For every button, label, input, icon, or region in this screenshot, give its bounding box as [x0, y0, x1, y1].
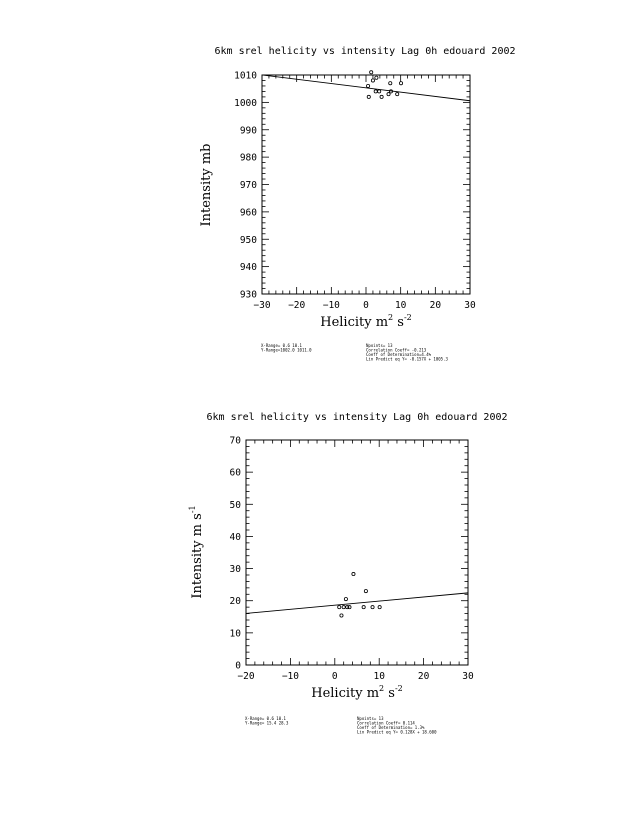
regression-line	[246, 593, 468, 614]
stats-summary-line: Lin Predict eq Y= 0.128X + 18.600	[357, 729, 437, 735]
y-tick-label: 990	[239, 125, 257, 137]
data-point	[370, 71, 373, 74]
stats-summary-line: Npoints= 13	[357, 716, 384, 721]
y-tick-label: 970	[239, 180, 257, 191]
x-tick-label: 0	[331, 671, 338, 682]
data-point	[340, 614, 343, 617]
x-tick-label: 30	[462, 671, 474, 682]
x-tick-label: −10	[322, 300, 340, 311]
y-tick-label: 40	[229, 531, 241, 543]
plot-frame	[246, 440, 468, 665]
data-point	[338, 606, 341, 609]
x-axis-label: Helicity $m^2$ $s^{-2}$	[320, 313, 412, 330]
stats-summary-line: Npoints= 13	[366, 343, 393, 348]
stats-range-line: Y-Range= 15.4 28.3	[245, 720, 289, 726]
x-tick-label: 10	[373, 671, 385, 682]
data-point	[367, 95, 370, 98]
y-tick-label: 0	[235, 660, 241, 672]
y-tick-label: 50	[229, 499, 241, 511]
data-point	[389, 82, 392, 85]
data-point	[366, 84, 369, 87]
data-point	[387, 93, 390, 96]
data-point	[378, 606, 381, 609]
x-tick-label: 10	[394, 300, 407, 311]
y-tick-label: 30	[229, 564, 241, 576]
y-tick-label: 960	[239, 207, 257, 219]
y-tick-label: 950	[239, 234, 257, 246]
x-tick-label: −10	[281, 671, 299, 682]
y-tick-label: 10	[229, 628, 241, 640]
y-axis-label: Intensity mb	[199, 143, 214, 227]
chart-2	[188, 412, 508, 735]
data-point	[375, 76, 378, 79]
y-tick-label: 940	[239, 262, 257, 274]
plot-frame	[262, 75, 470, 294]
x-tick-label: −20	[288, 300, 306, 311]
data-point	[348, 606, 351, 609]
y-tick-label: 980	[239, 152, 257, 164]
stats-summary-line: Coeff of Determination=4.4%	[366, 352, 432, 357]
data-point	[364, 589, 367, 592]
data-point	[396, 93, 399, 96]
stats-range-line: X-Range= 0.6 10.1	[245, 716, 286, 721]
x-axis-label: Helicity $m^2$ $s^{-2}$	[311, 684, 403, 701]
data-point	[371, 79, 374, 82]
data-point	[352, 572, 355, 575]
chart-1	[199, 46, 516, 362]
x-tick-label: −20	[237, 671, 255, 682]
chart-title: 6km srel helicity vs intensity Lag 0h edouard 2002	[206, 412, 508, 423]
data-point	[380, 95, 383, 98]
y-axis-label: Intensity m $s^{-1}$	[188, 505, 205, 599]
y-tick-label: 1010	[234, 70, 257, 82]
y-tick-label: 60	[229, 467, 241, 479]
stats-range-line: X-Range= 0.6 10.1	[261, 343, 302, 348]
stats-summary-line: Lin Predict eq Y= -0.157X + 1005.3	[366, 356, 448, 362]
data-point	[374, 90, 377, 93]
data-point	[344, 598, 347, 601]
x-tick-label: 0	[363, 300, 369, 311]
y-tick-label: 70	[229, 435, 241, 447]
stats-summary-line: Coeff of Determination= 1.3%	[357, 725, 425, 730]
chart-title: 6km srel helicity vs intensity Lag 0h edouard 2002	[214, 46, 516, 57]
x-tick-label: 30	[464, 300, 476, 311]
x-tick-label: 20	[429, 300, 442, 311]
data-point	[378, 90, 381, 93]
stats-summary-line: Correlation Coeff= 0.114	[357, 720, 415, 726]
data-point	[362, 606, 365, 609]
stats-summary-line: Correlation Coeff= -0.213	[366, 347, 427, 353]
y-tick-label: 930	[239, 289, 257, 301]
y-tick-label: 20	[229, 596, 241, 608]
data-point	[371, 606, 374, 609]
stats-range-line: Y-Range=1002.0 1011.0	[261, 347, 312, 353]
x-tick-label: 20	[417, 671, 430, 682]
data-point	[399, 82, 402, 85]
data-point	[342, 606, 345, 609]
y-tick-label: 1000	[234, 97, 257, 109]
x-tick-label: −30	[253, 300, 271, 311]
